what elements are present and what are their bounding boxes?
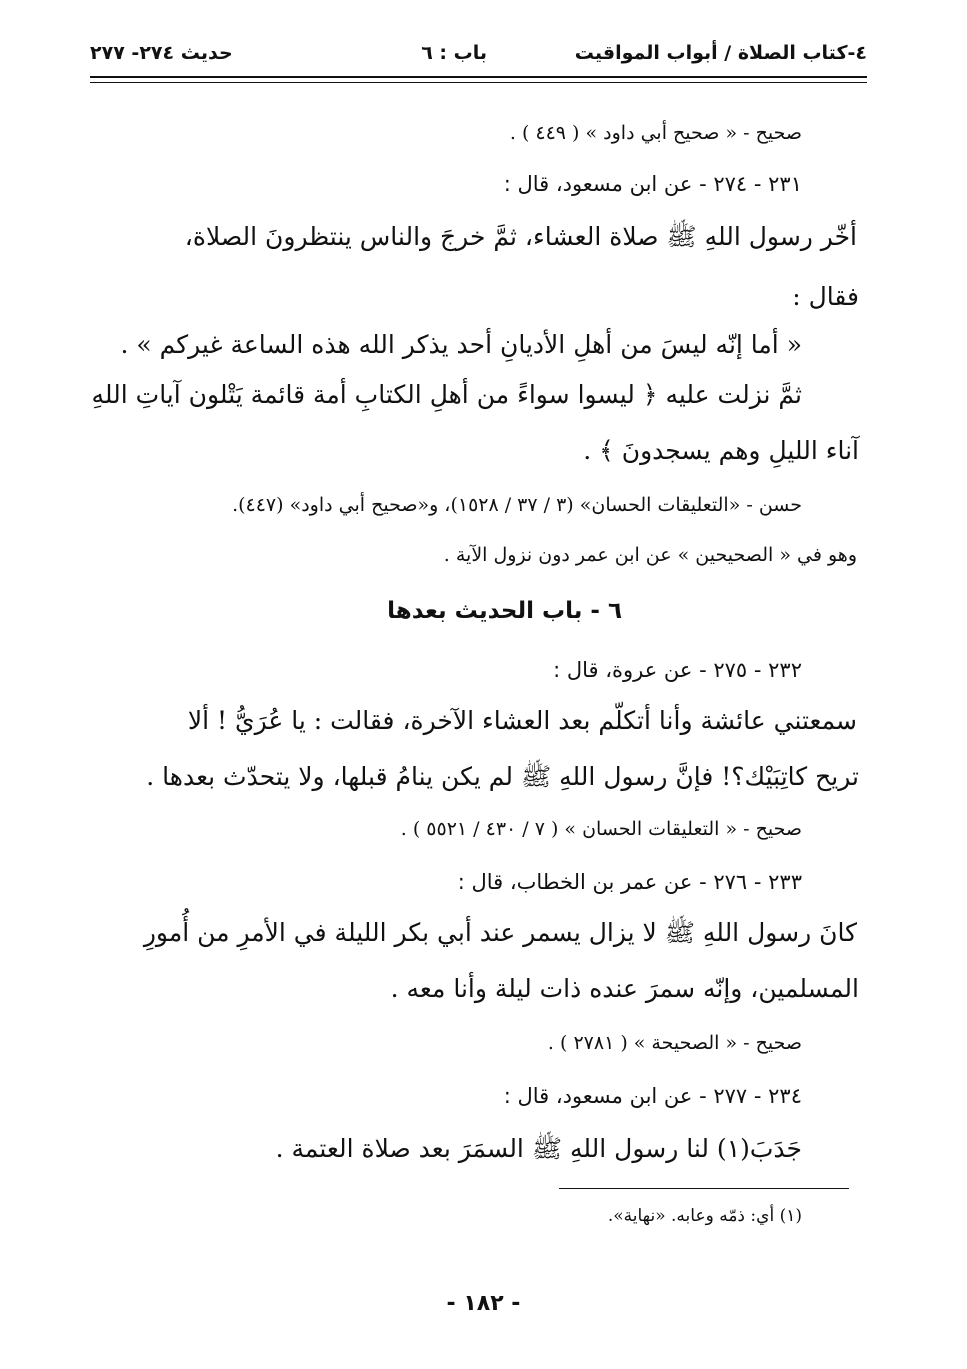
footnote: (١) أي: ذمّه وعابه. «نهاية». bbox=[607, 1206, 802, 1226]
grade-line: صحيح - « التعليقات الحسان » ( ٧ / ٤٣٠ / ٥٥٢١ ) . bbox=[400, 818, 802, 840]
hadith-text-line: ثمَّ نزلت عليه ﴿ ليسوا سواءً من أهلِ الكتابِ أمة قائمة يَتْلون آياتِ اللهِ bbox=[91, 380, 802, 409]
grade-line: حسن - «التعليقات الحسان» (٣ / ٣٧ / ١٥٢٨)، و«صحيح أبي داود» (٤٤٧). bbox=[232, 494, 802, 516]
hadith-number-line: ٢٣٢ - ٢٧٥ - عن عروة، قال : bbox=[553, 658, 802, 682]
hadith-number-line: ٢٣٤ - ٢٧٧ - عن ابن مسعود، قال : bbox=[503, 1084, 802, 1108]
hadith-text-line: فقال : bbox=[792, 282, 859, 311]
header-rule bbox=[90, 76, 867, 78]
hadith-text-line: أخّر رسول اللهِ ﷺ صلاة العشاء، ثمَّ خرجَ والناس ينتظرونَ الصلاة، bbox=[184, 222, 857, 251]
grade-line: صحيح - « صحيح أبي داود » ( ٤٤٩ ) . bbox=[509, 122, 802, 144]
note-line: وهو في « الصحيحين » عن ابن عمر دون نزول الآية . bbox=[443, 544, 857, 566]
hadith-text-line: « أما إنّه ليسَ من أهلِ الأديانِ أحد يذكر الله هذه الساعة غيركم » . bbox=[120, 330, 802, 359]
hadith-text-line: سمعتني عائشة وأنا أتكلّم بعد العشاء الآخرة، فقالت : يا عُرَيُّ ! ألا bbox=[187, 706, 857, 735]
grade-line: صحيح - « الصحيحة » ( ٢٧٨١ ) . bbox=[547, 1032, 802, 1054]
hadith-text-line: تريح كاتِبَيْك؟! فإنَّ رسول اللهِ ﷺ لم يكن ينامُ قبلها، ولا يتحدّث بعدها . bbox=[146, 762, 859, 791]
running-header bbox=[90, 30, 867, 74]
hadith-number-line: ٢٣٣ - ٢٧٦ - عن عمر بن الخطاب، قال : bbox=[457, 870, 802, 894]
chapter-title: ٤-كتاب الصلاة / أبواب المواقيت bbox=[574, 42, 867, 64]
header-rule-thin bbox=[90, 82, 867, 83]
hadith-text-line: جَدَبَ(١) لنا رسول اللهِ ﷺ السمَرَ بعد صلاة العتمة . bbox=[275, 1134, 802, 1163]
hadith-range: حديث ٢٧٤- ٢٧٧ bbox=[90, 42, 233, 64]
section-title: ٦ - باب الحديث بعدها bbox=[387, 598, 622, 624]
hadith-text-line: آناء الليلِ وهم يسجدونَ ﴾ . bbox=[583, 436, 859, 465]
hadith-text-line: المسلمين، وإنّه سمرَ عنده ذات ليلة وأنا معه . bbox=[390, 974, 859, 1003]
hadith-text-line: كانَ رسول اللهِ ﷺ لا يزال يسمر عند أبي بكر الليلة في الأمرِ من أُمورِ bbox=[143, 918, 857, 947]
page-number: - ١٨٢ - bbox=[446, 1291, 521, 1316]
hadith-number-line: ٢٣١ - ٢٧٤ - عن ابن مسعود، قال : bbox=[503, 172, 802, 196]
footnote-rule bbox=[559, 1188, 849, 1189]
bab-label: باب : ٦ bbox=[421, 42, 487, 64]
